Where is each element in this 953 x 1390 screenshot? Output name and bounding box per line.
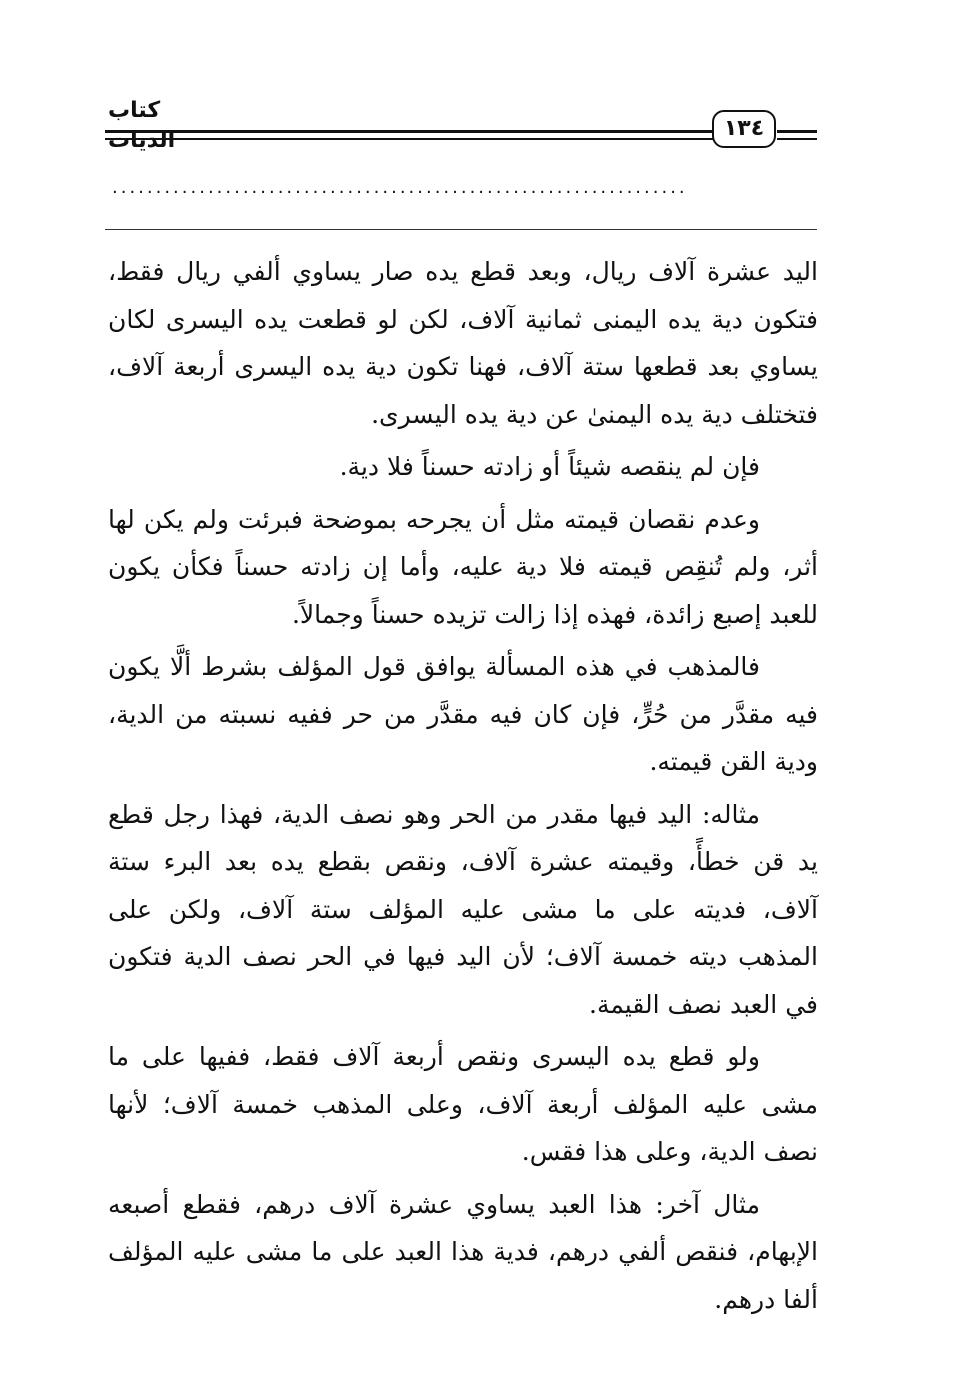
running-header-title: كتاب الديات	[108, 98, 176, 153]
page-number-badge: ١٣٤	[712, 110, 776, 148]
header-rule-top	[105, 130, 713, 133]
paragraph: ولو قطع يده اليسرى ونقص أربعة آلاف فقط، ففيها على ما مشى عليه المؤلف أربعة آلاف، وعلى المذهب خمسة آلاف؛ لأنها نصف الدية، وعلى هذا فقس.	[108, 1042, 818, 1166]
paragraph: اليد عشرة آلاف ريال، وبعد قطع يده صار يساوي ألفي ريال فقط، فتكون دية يده اليمنى ثمانية آلاف، لكن لو قطعت يده اليسرى لكان يساوي بعد قطعها ستة آلاف، فهنا تكون دية يده اليسرى أربعة آلاف، فتختلف دية يده اليمنىٰ عن دية يده اليسرى.	[108, 257, 818, 429]
header-rule-bottom	[105, 138, 713, 140]
header-rule-right-top	[777, 130, 817, 133]
paragraph: وعدم نقصان قيمته مثل أن يجرحه بموضحة فبرئت ولم يكن لها أثر، ولم تُنقِص قيمته فلا دية عليه، وأما إن زادته حسناً فكأن يكون للعبد إصبع زائدة، فهذه إذا زالت تزيده حسناً وجمالاً.	[108, 504, 818, 629]
paragraph: مثاله: اليد فيها مقدر من الحر وهو نصف الدية، فهذا رجل قطع يد قن خطأً، وقيمته عشرة آلاف، ونقص بقطع يده بعد البرء ستة آلاف، فديته على ما مشى عليه المؤلف ستة آلاف، ولكن على المذهب ديته خمسة آلاف؛ لأن اليد فيها في الحر نصف الدية فتكون في العبد نصف القيمة.	[108, 799, 818, 1019]
header-separator-line	[105, 229, 817, 230]
paragraph: فالمذهب في هذه المسألة يوافق قول المؤلف بشرط ألَّا يكون فيه مقدَّر من حُرٍّ، فإن كان فيه مقدَّر من حر ففيه نسبته من الدية، ودية القن قيمته.	[108, 652, 818, 776]
paragraph: فإن لم ينقصه شيئاً أو زادته حسناً فلا دية.	[339, 452, 760, 481]
paragraph: مثال آخر: هذا العبد يساوي عشرة آلاف درهم، فقطع أصبعه الإبهام، فنقص ألفي درهم، فدية هذا العبد على ما مشى عليه المؤلف ألفا درهم.	[108, 1189, 818, 1314]
body-text	[108, 248, 818, 1328]
header-rule-right-bottom	[777, 138, 817, 140]
dotted-separator: ..................................................................	[112, 178, 688, 198]
